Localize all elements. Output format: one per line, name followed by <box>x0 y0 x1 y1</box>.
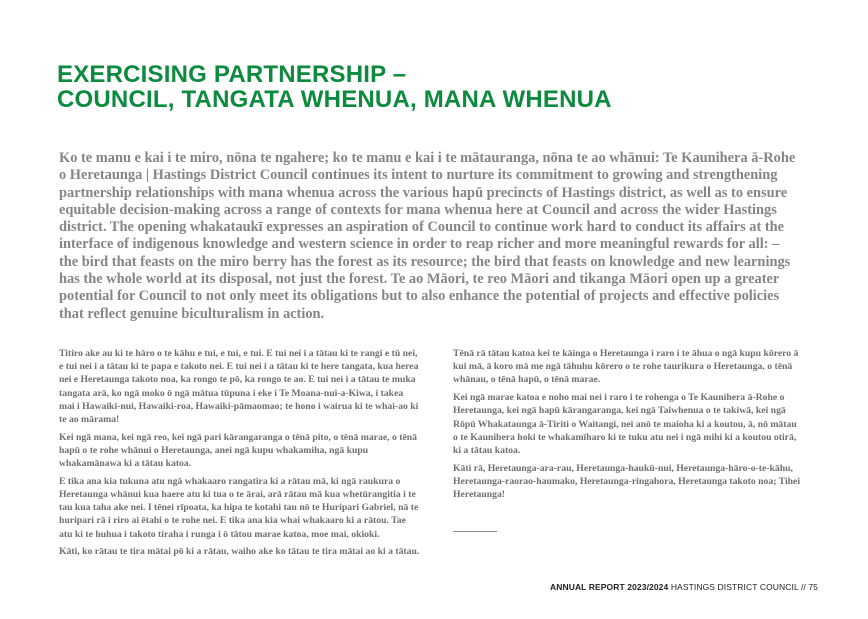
page-number: 75 <box>808 582 818 592</box>
page-heading <box>57 62 837 112</box>
heading-line-2: COUNCIL, TANGATA WHENUA, MANA WHENUA <box>57 86 612 113</box>
right-paragraph-2: Kei ngā marae katoa e noho mai nei i raro i te rohenga o Te Kaunihera ā-Rohe o Heretaunga, kei ngā hapū kārangaranga, kei ngā Taiwhenua o te takiwā, kei ngā Rōpū Whakataunga ā-Tiriti o Waitangi, nei anō te maioha ki a koutou, ā, nō mātau o te Kaunihera hoki te whakamīharo ki te tuku atu nei i ngā mihi ki a koutou otirā, ki a tātau katoa. <box>453 392 797 456</box>
intro-paragraph: Ko te manu e kai i te miro, nōna te ngahere; ko te manu e kai i te mātauranga, nōna te ao whānui: Te Kaunihera ā-Rohe o Heretaunga | Hastings District Council continues its intent to nurture its commitment to growing and strengthening partnership relationships with mana whenua across the various hapū precincts of Hastings district, as well as to ensure equitable decision-making across a range of contexts for mana whenua here at Council and across the wider Hastings district. The opening whakataukī expresses an aspiration of Council to continue work hard to conduct its affairs at the interface of indigenous knowledge and western science in order to reap richer and more meaningful rewards for all: – the bird that feasts on the miro berry has the forest as its resource; the bird that feasts on knowledge and new learnings has the whole world at its disposal, not just the forest. Te ao Māori, te reo Māori and tikanga Māori open up a greater potential for Council to not only meet its obligations but to also enhance the potential of projects and effective policies that reflect genuine biculturalism in action. <box>59 150 796 322</box>
left-paragraph-3: E tika ana kia tukuna atu ngā whakaaro rangatira ki a rātau mā, ki ngā raukura o Heretaunga whānui kua haere atu ki tua o te ārai, arā rātau mā kua whetūrangitia i te tau kua taha ake nei. I tēnei rīpoata, ka hipa te kotahi tau nō te Huripari Gabriel, nā te huripari rā i riro ai ētahi o te rohe nei. E tika ana kia whai whakaaro ki a rātou. Tae atu ki te huhua i takoto tiraha i runga i ō tātou marae katoa, moe mai, okioki. <box>59 475 419 540</box>
left-paragraph-1: Titiro ake au ki te hāro o te kāhu e tui, e tui, e tui. E tui nei i a tātau ki te rangi e tū nei, e tui nei i a tātau ki te papa e takoto nei. E tui nei i a tātau ki te here tangata, kua herea nei e Heretaunga takoto noa, ka rongo te pō, ka rongo te ao. E tui nei i a tātau te muka tangata arā, ko ngā moko ō ngā mātua tūpuna i eke i Te Moana-nui-a-Kiwa, i takea mai i Hawaiki-nui, Hawaiki-roa, Hawaiki-pāmaomao; te hono i wairua ki te whai-ao ki te ao mārama! <box>59 348 419 426</box>
left-paragraph-2: Kei ngā mana, kei ngā reo, kei ngā pari kārangaranga o tēnā pito, o tēnā marae, o tēnā hapū o te rohe whānui o Heretaunga, anei ngā kupu whakamiha, ngā kupu whakamānawa ki a tātau katoa. <box>59 431 417 470</box>
footer-org: HASTINGS DISTRICT COUNCIL <box>670 582 799 592</box>
heading-line-1: EXERCISING PARTNERSHIP – <box>57 61 407 88</box>
footer-report-label: ANNUAL REPORT 2023/2024 <box>549 582 669 592</box>
page-footer <box>550 582 818 592</box>
footer-separator: // <box>800 582 806 592</box>
right-paragraph-1: Tēnā rā tātau katoa kei te kāinga o Heretaunga i raro i te āhua o ngā kupu kōrero ā kui mā, ā koro mā me ngā tāhuhu kōrero o te rohe taurikura o Heretaunga, o tēnā whānau, o tēnā hapū, o tēnā marae. <box>453 348 799 386</box>
left-paragraph-4: Kāti, ko rātau te tira mātai pō ki a rātau, waiho ake ko tātau te tira mātai ao ki a tātau. <box>59 546 420 558</box>
right-column <box>453 347 803 506</box>
column-end-divider <box>453 531 497 532</box>
left-column <box>59 347 421 563</box>
right-paragraph-3: Kāti rā, Heretaunga-ara-rau, Heretaunga-haukū-nui, Heretaunga-hāro-o-te-kāhu, Heretaunga-raorao-haumako, Heretaunga-ringahora, Heretaunga takoto noa; Tihei Heretaunga! <box>453 462 801 501</box>
